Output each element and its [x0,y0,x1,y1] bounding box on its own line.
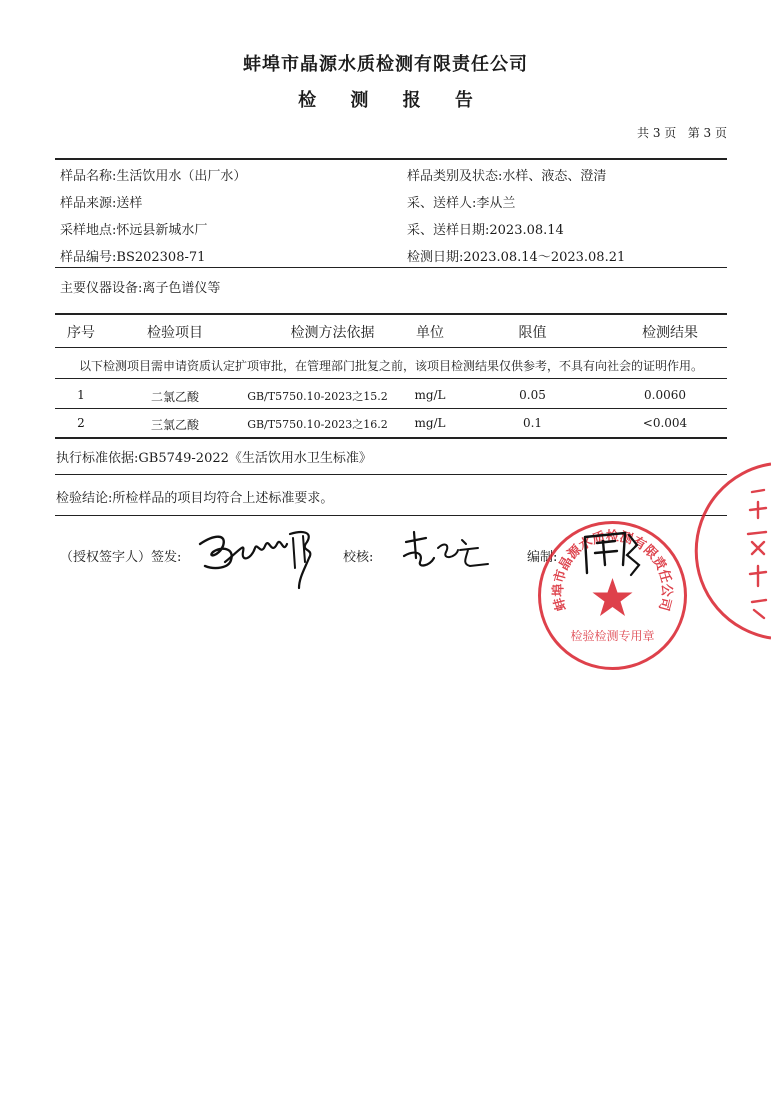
equipment-label: 主要仪器设备: [60,281,143,296]
sample-id-value: BS202308-71 [116,250,206,265]
sample-source-row [60,192,142,211]
row1-limit: 0.05 [519,388,546,402]
conclusion-row [56,487,333,506]
table-top-border [55,313,727,315]
conclusion-label: 检验结论: [56,491,113,506]
row2-unit: mg/L [414,416,446,430]
report-title: 检 测 报 告 [298,90,487,111]
reviewer-label: 校核: [343,550,374,565]
test-date-row [407,246,625,265]
row2-method: GB/T5750.10-2023之16.2 [247,418,388,431]
sample-name-label: 样品名称: [60,169,117,184]
sample-category-label: 样品类别及状态: [407,169,503,184]
sample-date-row [407,219,564,238]
sample-name-value: 生活饮用水（出厂水） [116,169,247,184]
row2-item: 三氯乙酸 [150,418,199,432]
row1-item: 二氯乙酸 [150,390,199,404]
sample-source-label: 样品来源: [60,196,117,211]
sender-label: 采、送样人: [407,196,477,211]
divider-top [55,158,727,160]
reviewer-signature [400,528,495,573]
divider-standard [55,474,727,475]
stamp-inner-text: 检验检测专用章 [570,629,655,643]
sample-category-row [407,165,606,184]
table-note-border [55,378,727,379]
row2-result: <0.004 [642,416,688,430]
sample-source-value: 送样 [116,196,143,211]
row2-limit: 0.1 [522,416,543,430]
page-info: 共 3 页 第 3 页 [637,126,727,140]
col-header-result: 检测结果 [642,325,698,341]
signer-signature [195,522,330,592]
row1-result: 0.0060 [644,388,686,402]
signer-label: （授权签字人）签发: [60,550,182,565]
stamp-outer-text: 蚌埠市晶源水质检测有限责任公司 [551,529,674,613]
col-header-limit: 限值 [518,325,547,341]
sample-location-value: 怀远县新城水厂 [116,223,208,238]
divider-info [55,267,727,268]
sample-location-label: 采样地点: [60,223,117,238]
sample-id-row [60,246,205,265]
col-header-unit: 单位 [416,325,444,341]
standard-value: GB5749-2022《生活饮用水卫生标准》 [138,451,372,466]
col-header-index: 序号 [67,325,95,341]
table-row1-border [55,408,727,409]
sample-category-value: 水样、液态、澄清 [502,169,607,184]
equipment-row [60,277,220,296]
standard-label: 执行标准依据: [56,451,139,466]
col-header-item: 检验项目 [147,325,203,341]
company-name: 蚌埠市晶源水质检测有限责任公司 [243,54,528,75]
table-bottom-border [55,437,727,439]
editor-signature [575,525,650,580]
divider-conclusion [55,515,727,516]
sample-location-row [60,219,207,238]
sender-row [407,192,515,211]
row1-unit: mg/L [414,388,446,402]
equipment-value: 离子色谱仪等 [142,281,221,296]
sample-name-row [60,165,246,184]
standard-row [56,447,372,466]
sender-value: 李从兰 [476,196,516,211]
conclusion-value: 所检样品的项目均符合上述标准要求。 [112,491,334,506]
sample-id-label: 样品编号: [60,250,117,265]
test-date-label: 检测日期: [407,250,464,265]
row1-method: GB/T5750.10-2023之15.2 [247,390,388,403]
sample-date-value: 2023.08.14 [489,223,564,238]
test-date-value: 2023.08.14～2023.08.21 [463,250,626,265]
row1-index: 1 [77,388,85,402]
table-header-border [55,347,727,348]
col-header-method: 检测方法依据 [290,325,375,341]
seam-stamp [738,462,771,640]
table-note: 以下检测项目需申请资质认定扩项审批，在管理部门批复之前，该项目检测结果仅供参考，不具有向社会的证明作用。 [78,359,703,373]
editor-label: 编制: [527,550,558,565]
sample-date-label: 采、送样日期: [407,223,490,238]
row2-index: 2 [77,416,85,430]
